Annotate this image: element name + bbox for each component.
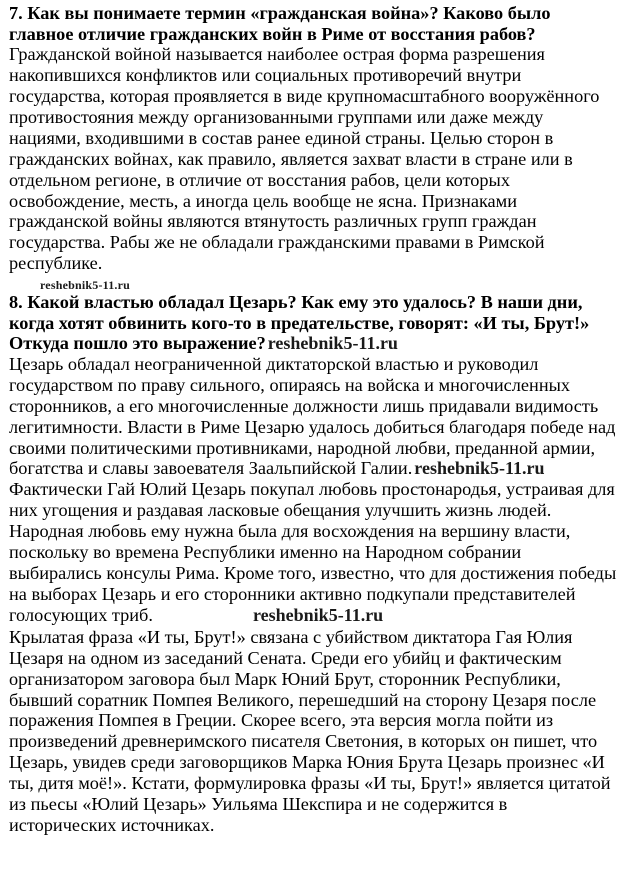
text-line: гражданской войны являются втянутость различных групп граждан	[9, 211, 537, 232]
text-line: своими политическими противниками, народной любви, преданной армии,	[9, 437, 596, 458]
text-line: государством по праву сильного, опираясь на войска и многочисленных	[9, 374, 571, 395]
watermark: reshebnik5-11.ru	[414, 458, 545, 479]
text-line: бывший соратник Помпея Великого, перешедший на сторону Цезаря после	[9, 689, 597, 710]
text-line: Фактически Гай Юлий Цезарь покупал любовь простонародья, устраивая для	[9, 479, 615, 500]
text-line: голосующих триб.	[9, 604, 153, 625]
text-line: из пьесы «Юлий Цезарь» Уильяма Шекспира и не содержится в	[9, 794, 508, 815]
text-line: организатором заговора был Марк Юний Брут, сторонник Республики,	[9, 668, 561, 689]
text-line: государства. Рабы же не обладали гражданскими правами в Римской	[9, 232, 545, 253]
text-line: ты, дитя моё!». Кстати, формулировка фразы «И ты, Брут!» является цитатой	[9, 773, 611, 794]
question-7-heading	[9, 3, 627, 44]
text-line: на выборах Цезарь и его сторонники активно подкупали представителей	[9, 583, 576, 604]
question-7-answer	[9, 44, 627, 274]
text-line	[9, 458, 627, 479]
watermark: reshebnik5-11.ru	[267, 333, 398, 354]
heading-line: главное отличие гражданских войн в Риме от восстания рабов?	[9, 23, 536, 44]
text-line: Гражданской войной называется наиболее острая форма разрешения	[9, 44, 545, 65]
heading-line: когда хотят обвинить кого-то в предательстве, говорят: «И ты, Брут!»	[9, 312, 590, 333]
text-line: Крылатая фраза «И ты, Брут!» связана с убийством диктатора Гая Юлия	[9, 626, 573, 647]
watermark-row	[9, 605, 627, 627]
text-line: поражения Помпея в Греции. Скорее всего, эта версия могла пойти из	[9, 710, 554, 731]
text-line: легитимности. Власти в Риме Цезарю удалось добиться благодаря победе над	[9, 416, 616, 437]
text-line: республике.	[9, 253, 103, 274]
document-page	[9, 3, 627, 836]
text-line: Цезарь обладал неограниченной диктаторской властью и руководил	[9, 353, 539, 374]
heading-line: 7. Как вы понимаете термин «гражданская война»? Каково было	[9, 3, 551, 23]
text-line: исторических источниках.	[9, 814, 215, 835]
question-8-heading	[9, 292, 627, 354]
text-line: противостояния между организованными группами или даже между	[9, 106, 544, 127]
watermark: reshebnik5-11.ru	[253, 604, 384, 625]
text-line: Цезаря на одном из заседаний Сената. Среди его убийц и фактическим	[9, 647, 562, 668]
text-line: Цезарь, увидев среди заговорщиков Марка Юния Брута Цезарь произнес «И	[9, 752, 605, 773]
question-8-answer-part-2	[9, 479, 627, 604]
text-line: государства, которая проявляется в виде крупномасштабного вооружённого	[9, 86, 600, 106]
text-line: сторонников, а его многочисленные должности лишь придавали видимость	[9, 395, 599, 416]
text-segment: богатства и славы завоевателя Заальпийской Галии.	[9, 458, 413, 479]
text-line: освобождение, месть, а иногда цель вообще не ясна. Признаками	[9, 190, 518, 211]
text-line: произведений древнеримского писателя Светония, в которых он пишет, что	[9, 731, 598, 752]
watermark: reshebnik5-11.ru	[40, 278, 130, 293]
heading-line	[9, 333, 627, 354]
question-8-answer-part-1	[9, 354, 627, 479]
text-line: накопившихся конфликтов или социальных противоречий внутри	[9, 65, 522, 86]
text-line: гражданских войнах, как правило, является захват власти в стране или в	[9, 148, 573, 169]
watermark-row	[9, 274, 627, 292]
heading-line: 8. Какой властью обладал Цезарь? Как ему это удалось? В наши дни,	[9, 292, 583, 313]
text-line: нациями, входившими в состав ранее единой страны. Целью сторон в	[9, 127, 554, 148]
text-line: них угощения и раздавая ласковые обещания улучшить жизнь людей.	[9, 500, 552, 521]
question-8-answer-part-3	[9, 627, 627, 836]
text-line: выбирались консулы Рима. Кроме того, известно, что для достижения победы	[9, 563, 617, 583]
text-line: поскольку во времена Республики именно на Народном собрании	[9, 542, 522, 563]
text-line: отдельном регионе, в отличие от восстания рабов, цели которых	[9, 169, 510, 190]
heading-text: Откуда пошло это выражение?	[9, 333, 266, 354]
text-line: Народная любовь ему нужна была для восхождения на вершину власти,	[9, 521, 571, 542]
